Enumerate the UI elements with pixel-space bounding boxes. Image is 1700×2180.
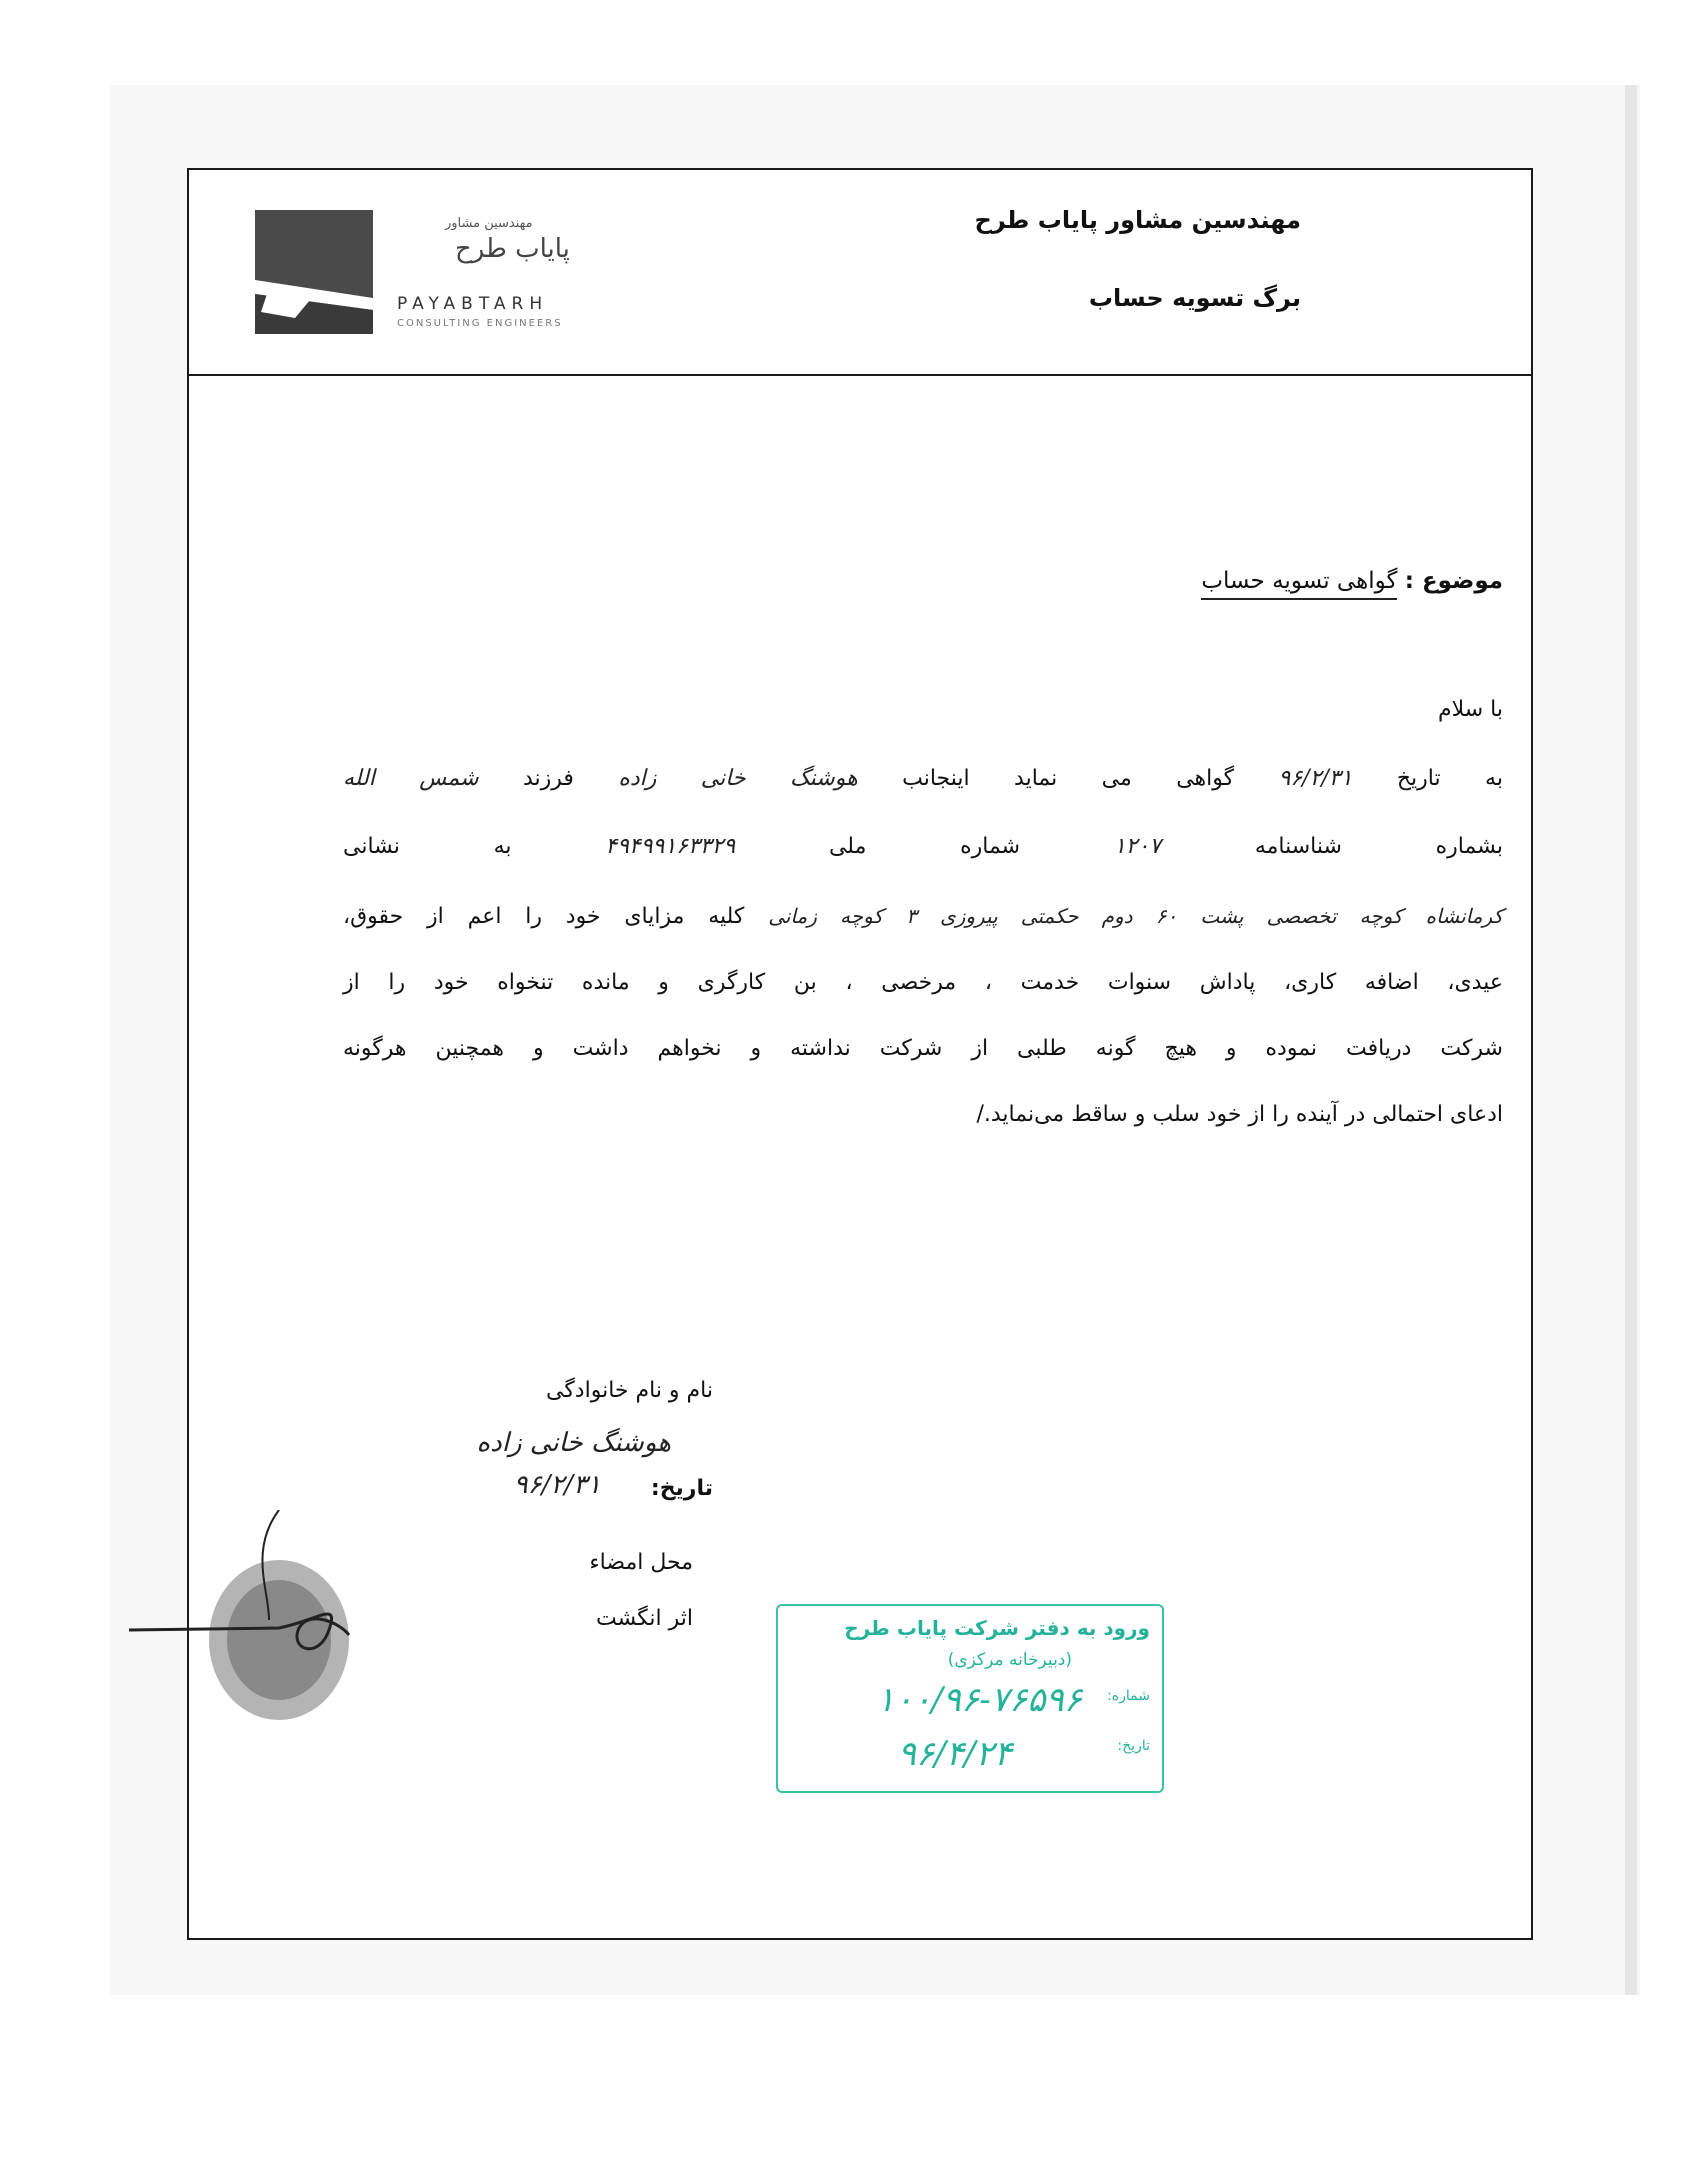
signature-fingerprint-icon [129, 1510, 449, 1730]
fingerprint-label: اثر انگشت [596, 1606, 693, 1631]
stamp-subtitle: (دبیرخانه مرکزی) [947, 1650, 1072, 1670]
stamp-title: ورود به دفتر شرکت پایاب طرح [844, 1616, 1150, 1640]
logo-english-name: PAYABTARH [397, 294, 549, 314]
logo-english-subtitle: CONSULTING ENGINEERS [397, 318, 563, 329]
handwritten-signature-date: ۹۶/۲/۳۱ [513, 1470, 601, 1500]
signature-place-label: محل امضاء [589, 1550, 693, 1575]
text-certify: گواهی می نماید اینجانب [902, 766, 1235, 791]
document-frame [187, 168, 1533, 1940]
body-line-4: عیدی، اضافه کاری، پاداش سنوات خدمت ، مرخصی ، بن کارگری و مانده تنخواه خود را از [343, 970, 1503, 995]
body-line-5: شرکت دریافت نموده و هیچ گونه طلبی از شرکت نداشته و نخواهم داشت و همچنین هرگونه [343, 1036, 1503, 1061]
signature-date-label: تاریخ: [650, 1476, 713, 1501]
stamp-number-label: شماره: [1107, 1688, 1150, 1704]
company-logo [255, 210, 655, 350]
subject-line [323, 568, 1503, 594]
text-national-id: شماره ملی [828, 834, 1021, 859]
subject-text: گواهی تسویه حساب [1201, 568, 1397, 600]
subject-label: موضوع : [1404, 568, 1503, 594]
handwritten-signature-name: هوشنگ خانی زاده [476, 1428, 671, 1458]
handwritten-address: کرمانشاه کوچه تخصصی پشت ۶۰ دوم حکمتی پیروزی ۳ کوچه زمانی [768, 904, 1504, 928]
stamp-number-value: ۱۰۰/۹۶-۷۶۵۹۶ [876, 1680, 1082, 1720]
text-child-of: فرزند [522, 766, 574, 791]
text-address-intro: به نشانی [343, 834, 512, 859]
handwritten-id-number: ۱۲۰۷ [1113, 834, 1162, 859]
stamp-date-label: تاریخ: [1117, 1738, 1150, 1754]
body-line-6: ادعای احتمالی در آینده را از خود سلب و ساقط می‌نماید./ [976, 1102, 1503, 1127]
scan-edge-shadow [1625, 85, 1637, 1995]
text-id-number: بشماره شناسنامه [1254, 834, 1503, 859]
handwritten-father-name: شمس الله [343, 766, 479, 791]
handwritten-national-id: ۴۹۴۹۹۱۶۳۳۲۹ [605, 834, 736, 859]
handwritten-date: ۹۶/۲/۳۱ [1278, 766, 1353, 791]
stamp-date-value: ۹۶/۴/۲۴ [897, 1734, 1012, 1774]
text-benefits: کلیه مزایای خود را اعم از حقوق، [343, 904, 745, 929]
body-line-3 [343, 904, 1503, 929]
body-line-2 [343, 834, 1503, 859]
logo-persian-name: پایاب طرح [455, 234, 570, 264]
logo-mark-icon [255, 210, 373, 334]
logo-persian-subtitle: مهندسین مشاور [445, 216, 533, 231]
form-title: برگ تسویه حساب [1088, 284, 1301, 312]
entry-stamp [776, 1604, 1164, 1793]
signature-name-label: نام و نام خانوادگی [545, 1378, 713, 1403]
company-name: مهندسین مشاور پایاب طرح [974, 206, 1301, 234]
text-date-intro: به تاریخ [1396, 766, 1503, 791]
handwritten-name: هوشنگ خانی زاده [618, 766, 858, 791]
greeting: با سلام [1437, 697, 1503, 722]
document-header [189, 170, 1531, 376]
body-line-1 [343, 766, 1503, 791]
